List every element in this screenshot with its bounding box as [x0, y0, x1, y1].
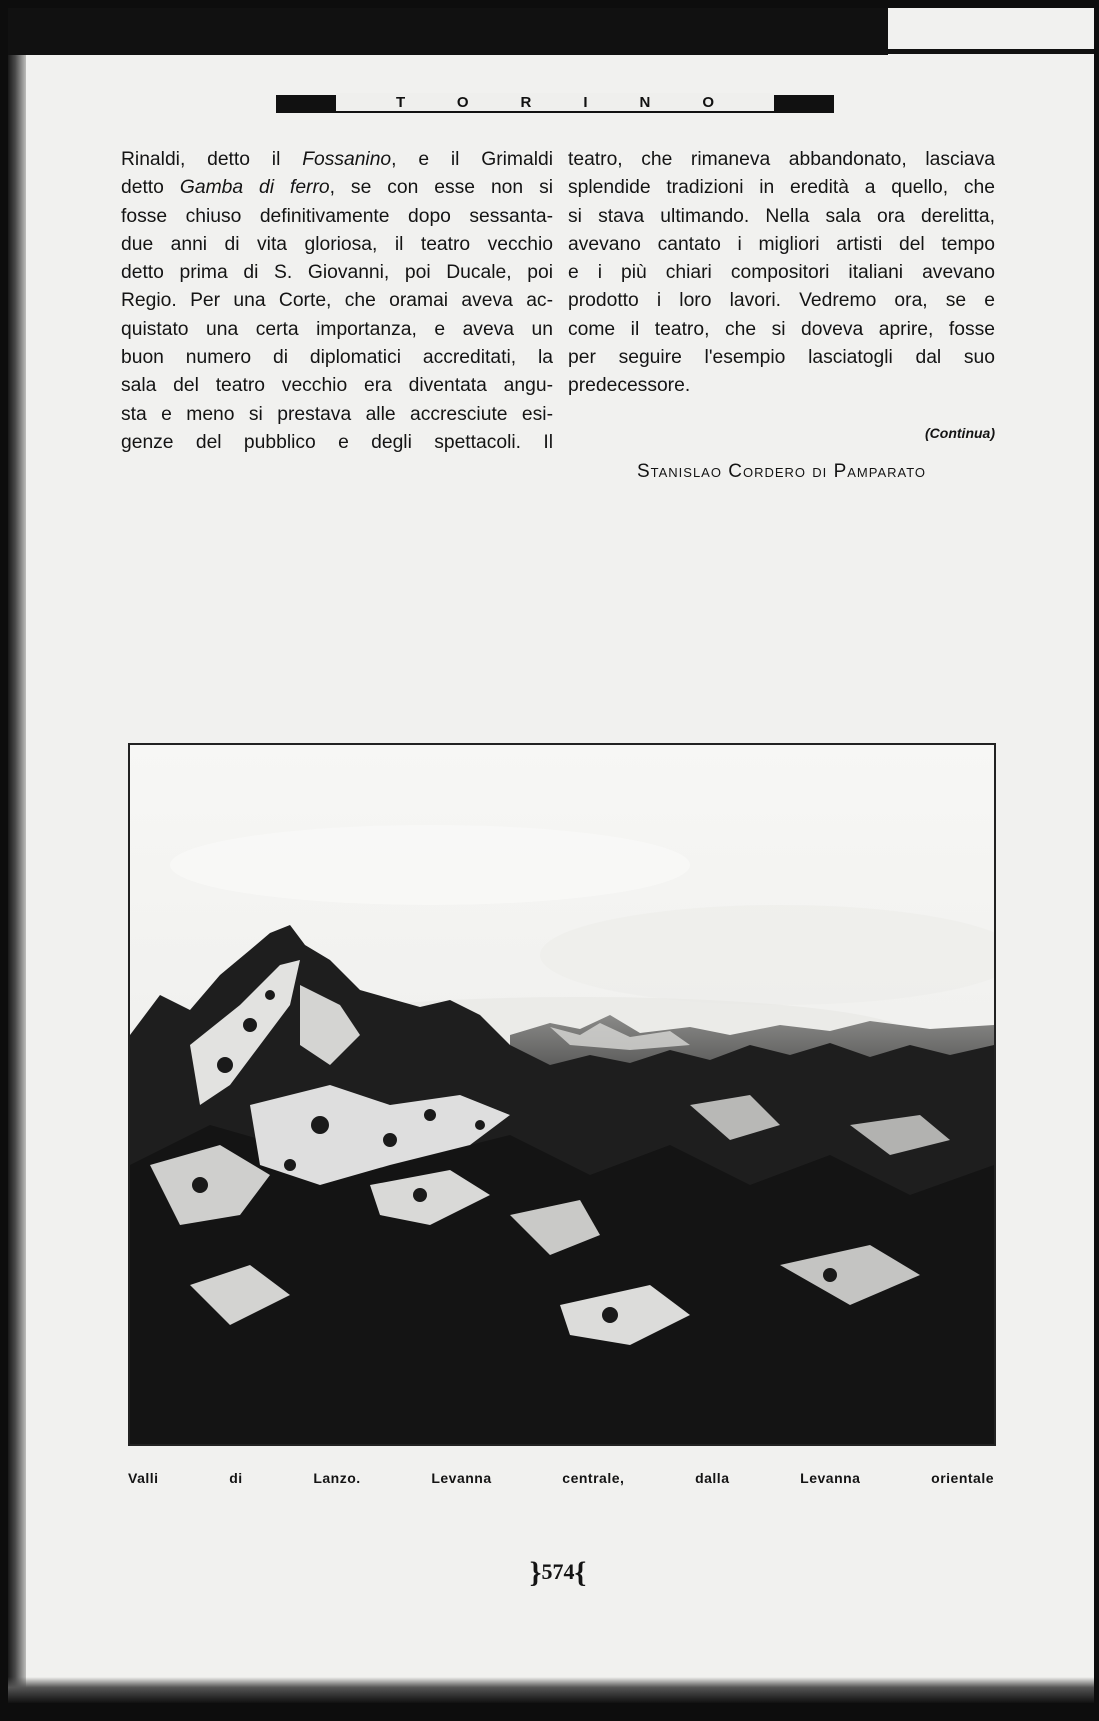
text-column-right [568, 146, 995, 401]
page-number: }574{ [529, 1556, 587, 1589]
running-header [276, 92, 834, 116]
page-number-brace-left: } [529, 1556, 542, 1589]
photo-caption: Valli di Lanzo. Levanna centrale, dalla Levanna orientale [128, 1470, 994, 1486]
text-column-left [121, 146, 553, 457]
text-line: teatro, che rimaneva abbandonato, lasciava [568, 149, 995, 170]
text-line: prodotto i loro lavori. Vedremo ora, se e [568, 290, 995, 312]
text-line: Rinaldi, detto il Fossanino, e il Grimaldi [121, 149, 553, 170]
text-line: predecessore. [568, 375, 691, 397]
continua-note: (Continua) [925, 425, 995, 441]
running-header-title: TORINO [336, 93, 774, 113]
text-line: due anni di vita gloriosa, il teatro vecchio [121, 233, 553, 255]
text-line: detto prima di S. Giovanni, poi Ducale, poi [121, 262, 553, 284]
scan-bottom-edge [8, 1677, 1094, 1703]
mountain-photo [128, 743, 996, 1446]
mountain-peaks-snow-icon [130, 745, 994, 1444]
text-line: sala del teatro vecchio era diventata angu- [121, 375, 553, 397]
page [8, 8, 1094, 1703]
page-number-brace-right: { [574, 1556, 587, 1589]
scan-top-band [8, 8, 888, 55]
text-line: si stava ultimando. Nella sala ora derelitta, [568, 205, 995, 227]
scan-top-rule [888, 49, 1094, 54]
text-line: come il teatro, che si doveva aprire, fosse [568, 318, 995, 340]
text-line: quistato una certa importanza, e aveva un [121, 318, 553, 340]
scan-left-edge [8, 55, 26, 1703]
text-line: per seguire l'esempio lasciatogli dal suo [568, 347, 995, 369]
author-signature: Stanislao Cordero di Pamparato [636, 461, 927, 482]
text-line: Regio. Per una Corte, che oramai aveva ac- [121, 290, 553, 312]
text-line: genze del pubblico e degli spettacoli. Il [121, 431, 553, 453]
text-line: buon numero di diplomatici accreditati, la [121, 347, 553, 369]
text-line: splendide tradizioni in eredità a quello, che [568, 177, 995, 199]
text-line: detto Gamba di ferro, se con esse non si [121, 177, 553, 199]
text-line: sta e meno si prestava alle accresciute esi- [121, 403, 553, 425]
text-line: fosse chiuso definitivamente dopo sessanta- [121, 205, 553, 227]
text-line: e i più chiari compositori italiani avevano [568, 262, 995, 284]
text-line: avevano cantato i migliori artisti del tempo [568, 233, 995, 255]
